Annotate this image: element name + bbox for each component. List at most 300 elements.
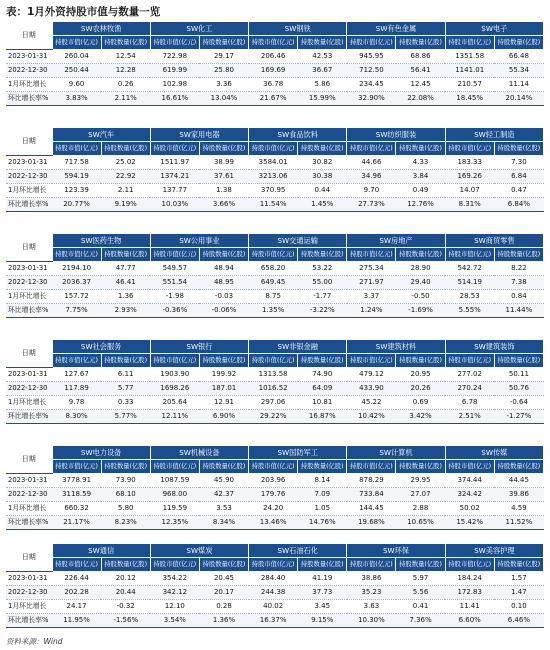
table-cell: 50.11 <box>494 368 543 382</box>
market-value-header: 持股市值(亿元) <box>347 248 396 262</box>
table-cell: 9.78 <box>52 396 101 410</box>
market-value-header: 持股市值(亿元) <box>150 248 199 262</box>
sector-header: SW银行 <box>150 340 248 354</box>
share-count-header: 持股数量(亿股) <box>298 558 347 572</box>
table-row <box>6 92 544 106</box>
table-cell: 11.14 <box>494 78 543 92</box>
market-value-header: 持股市值(亿元) <box>52 354 101 368</box>
table-cell: 0.33 <box>101 396 150 410</box>
table-cell: -1.56% <box>101 614 150 628</box>
table-cell: 6.78 <box>445 396 494 410</box>
market-value-header: 持股市值(亿元) <box>249 248 298 262</box>
table-cell: 68.86 <box>396 50 445 64</box>
sector-header: SW建筑材料 <box>347 340 445 354</box>
row-label: 1月环比增长 <box>6 396 52 410</box>
date-column-header: 日期 <box>6 446 52 474</box>
table-cell: 48.94 <box>199 262 248 276</box>
sector-table-block <box>6 233 544 318</box>
table-cell: 3584.01 <box>249 156 298 170</box>
table-cell: -0.36% <box>150 304 199 318</box>
table-cell: 0.47 <box>494 184 543 198</box>
table-cell: 137.77 <box>150 184 199 198</box>
table-cell: 9.15% <box>298 614 347 628</box>
table-cell: 226.44 <box>52 572 101 586</box>
table-cell: 187.01 <box>199 382 248 396</box>
table-row <box>6 516 544 530</box>
table-cell: 1313.58 <box>249 368 298 382</box>
table-row <box>6 410 544 424</box>
sector-header: SW食品饮料 <box>249 128 347 142</box>
table-cell: 3.36 <box>199 78 248 92</box>
table-cell: 41.19 <box>298 572 347 586</box>
row-label: 环比增长率% <box>6 410 52 424</box>
table-cell: 549.57 <box>150 262 199 276</box>
share-count-header: 持股数量(亿股) <box>298 460 347 474</box>
sector-header: SW传媒 <box>445 446 543 460</box>
table-cell: 22.08% <box>396 92 445 106</box>
table-cell: 5.97 <box>396 572 445 586</box>
share-count-header: 持股数量(亿股) <box>494 460 543 474</box>
table-cell: 172.83 <box>445 586 494 600</box>
table-cell: 20.26 <box>396 382 445 396</box>
table-cell: 8.34% <box>199 516 248 530</box>
table-cell: 206.46 <box>249 50 298 64</box>
table-cell: 1087.59 <box>150 474 199 488</box>
table-cell: -1.27% <box>494 410 543 424</box>
table-cell: 3118.59 <box>52 488 101 502</box>
sector-table-block <box>6 339 544 424</box>
table-cell: 968.00 <box>150 488 199 502</box>
table-cell: 45.90 <box>199 474 248 488</box>
market-value-header: 持股市值(亿元) <box>52 558 101 572</box>
table-cell: 20.14% <box>494 92 543 106</box>
row-label: 1月环比增长 <box>6 600 52 614</box>
table-row <box>6 600 544 614</box>
table-cell: 10.30% <box>347 614 396 628</box>
table-cell: 342.12 <box>150 586 199 600</box>
table-row <box>6 502 544 516</box>
table-cell: 275.34 <box>347 262 396 276</box>
table-row <box>6 614 544 628</box>
table-cell: 3.45 <box>298 600 347 614</box>
table-cell: 479.12 <box>347 368 396 382</box>
table-cell: 2.11% <box>101 92 150 106</box>
market-value-header: 持股市值(亿元) <box>249 142 298 156</box>
table-row <box>6 156 544 170</box>
table-cell: 74.90 <box>298 368 347 382</box>
table-cell: -1.77 <box>298 290 347 304</box>
sector-table-block <box>6 21 544 106</box>
market-value-header: 持股市值(亿元) <box>445 36 494 50</box>
table-cell: 0.44 <box>298 184 347 198</box>
sector-header: SW国防军工 <box>249 446 347 460</box>
table-cell: 34.96 <box>347 170 396 184</box>
table-cell: 433.90 <box>347 382 396 396</box>
sector-header: SW机械设备 <box>150 446 248 460</box>
sector-header: SW医药生物 <box>52 234 150 248</box>
table-cell: 0.49 <box>396 184 445 198</box>
table-cell: 260.04 <box>52 50 101 64</box>
table-cell: 28.53 <box>445 290 494 304</box>
table-cell: 354.22 <box>150 572 199 586</box>
table-cell: 202.28 <box>52 586 101 600</box>
sector-table <box>6 543 544 628</box>
table-row <box>6 170 544 184</box>
table-cell: 1698.26 <box>150 382 199 396</box>
sector-header: SW非银金融 <box>249 340 347 354</box>
table-cell: 37.73 <box>298 586 347 600</box>
table-row <box>6 586 544 600</box>
table-cell: 30.38 <box>298 170 347 184</box>
table-cell: 542.72 <box>445 262 494 276</box>
table-cell: 1.35% <box>249 304 298 318</box>
table-cell: 0.84 <box>494 290 543 304</box>
share-count-header: 持股数量(亿股) <box>101 558 150 572</box>
table-cell: 551.54 <box>150 276 199 290</box>
share-count-header: 持股数量(亿股) <box>494 558 543 572</box>
row-label: 2022-12-30 <box>6 382 52 396</box>
row-label: 2023-01-31 <box>6 156 52 170</box>
table-row <box>6 488 544 502</box>
table-row <box>6 290 544 304</box>
row-label: 2023-01-31 <box>6 368 52 382</box>
table-cell: 945.95 <box>347 50 396 64</box>
table-cell: 0.10 <box>494 600 543 614</box>
row-label: 2022-12-30 <box>6 586 52 600</box>
sector-header: SW石油石化 <box>249 544 347 558</box>
table-cell: 184.24 <box>445 572 494 586</box>
table-cell: 8.22 <box>494 262 543 276</box>
table-row <box>6 198 544 212</box>
date-column-header: 日期 <box>6 128 52 156</box>
table-cell: 2.93% <box>101 304 150 318</box>
table-cell: 12.28 <box>101 64 150 78</box>
table-cell: 46.41 <box>101 276 150 290</box>
table-cell: 10.81 <box>298 396 347 410</box>
table-cell: 5.77% <box>101 410 150 424</box>
table-cell: 64.09 <box>298 382 347 396</box>
table-cell: 68.10 <box>101 488 150 502</box>
table-cell: 594.19 <box>52 170 101 184</box>
market-value-header: 持股市值(亿元) <box>445 248 494 262</box>
share-count-header: 持股数量(亿股) <box>298 354 347 368</box>
sector-header: SW有色金属 <box>347 22 445 36</box>
share-count-header: 持股数量(亿股) <box>298 248 347 262</box>
table-cell: 50.02 <box>445 502 494 516</box>
market-value-header: 持股市值(亿元) <box>52 36 101 50</box>
table-cell: 324.42 <box>445 488 494 502</box>
sector-header: SW建筑装饰 <box>445 340 543 354</box>
table-cell: 3.84 <box>396 170 445 184</box>
table-cell: 2194.10 <box>52 262 101 276</box>
table-cell: 20.95 <box>396 368 445 382</box>
source-note: 资料来源：Wind <box>6 637 63 646</box>
table-cell: 35.23 <box>347 586 396 600</box>
table-cell: 1.57 <box>494 572 543 586</box>
table-cell: 1374.21 <box>150 170 199 184</box>
table-cell: 271.97 <box>347 276 396 290</box>
sector-header: SW环保 <box>347 544 445 558</box>
sector-header: SW农林牧渔 <box>52 22 150 36</box>
table-cell: -0.64 <box>494 396 543 410</box>
share-count-header: 持股数量(亿股) <box>396 36 445 50</box>
table-cell: 50.76 <box>494 382 543 396</box>
share-count-header: 持股数量(亿股) <box>199 248 248 262</box>
market-value-header: 持股市值(亿元) <box>52 142 101 156</box>
table-cell: 44.45 <box>494 474 543 488</box>
table-cell: 27.73% <box>347 198 396 212</box>
table-cell: 12.11% <box>150 410 199 424</box>
table-cell: -0.50 <box>396 290 445 304</box>
share-count-header: 持股数量(亿股) <box>101 36 150 50</box>
table-row <box>6 572 544 586</box>
market-value-header: 持股市值(亿元) <box>445 354 494 368</box>
share-count-header: 持股数量(亿股) <box>396 354 445 368</box>
market-value-header: 持股市值(亿元) <box>347 36 396 50</box>
table-cell: 1.36% <box>199 614 248 628</box>
table-cell: 6.90% <box>199 410 248 424</box>
table-cell: 28.90 <box>396 262 445 276</box>
table-cell: 1016.52 <box>249 382 298 396</box>
share-count-header: 持股数量(亿股) <box>494 248 543 262</box>
table-cell: 30.82 <box>298 156 347 170</box>
table-cell: 123.39 <box>52 184 101 198</box>
table-cell: 514.19 <box>445 276 494 290</box>
share-count-header: 持股数量(亿股) <box>494 354 543 368</box>
share-count-header: 持股数量(亿股) <box>101 354 150 368</box>
row-label: 2023-01-31 <box>6 572 52 586</box>
date-column-header: 日期 <box>6 234 52 262</box>
table-cell: 649.45 <box>249 276 298 290</box>
sector-header: SW房地产 <box>347 234 445 248</box>
table-cell: 5.56 <box>396 586 445 600</box>
table-cell: 40.02 <box>249 600 298 614</box>
table-cell: 1903.90 <box>150 368 199 382</box>
sector-header: SW社会服务 <box>52 340 150 354</box>
row-label: 环比增长率% <box>6 516 52 530</box>
table-cell: 10.65% <box>396 516 445 530</box>
table-cell: 3778.91 <box>52 474 101 488</box>
table-cell: 16.37% <box>249 614 298 628</box>
table-cell: 2.88 <box>396 502 445 516</box>
sector-table <box>6 445 544 530</box>
table-cell: 44.66 <box>347 156 396 170</box>
table-cell: 733.84 <box>347 488 396 502</box>
table-cell: 3.66% <box>199 198 248 212</box>
table-cell: 11.44% <box>494 304 543 318</box>
table-cell: 722.98 <box>150 50 199 64</box>
table-cell: 38.99 <box>199 156 248 170</box>
sector-header: SW家用电器 <box>150 128 248 142</box>
table-cell: 370.95 <box>249 184 298 198</box>
table-cell: 8.30% <box>52 410 101 424</box>
table-cell: 270.24 <box>445 382 494 396</box>
market-value-header: 持股市值(亿元) <box>52 460 101 474</box>
table-row <box>6 382 544 396</box>
sector-table <box>6 21 544 106</box>
table-cell: 42.37 <box>199 488 248 502</box>
table-cell: 374.44 <box>445 474 494 488</box>
sector-header: SW公用事业 <box>150 234 248 248</box>
table-cell: 210.57 <box>445 78 494 92</box>
market-value-header: 持股市值(亿元) <box>347 460 396 474</box>
sector-header: SW计算机 <box>347 446 445 460</box>
share-count-header: 持股数量(亿股) <box>396 558 445 572</box>
table-cell: 14.76% <box>298 516 347 530</box>
sector-header: SW交通运输 <box>249 234 347 248</box>
table-cell: 39.86 <box>494 488 543 502</box>
table-cell: 20.12 <box>101 572 150 586</box>
table-cell: 0.69 <box>396 396 445 410</box>
date-column-header: 日期 <box>6 340 52 368</box>
table-cell: 9.70 <box>347 184 396 198</box>
market-value-header: 持股市值(亿元) <box>150 460 199 474</box>
market-value-header: 持股市值(亿元) <box>150 36 199 50</box>
sector-header: SW美容护理 <box>445 544 543 558</box>
table-cell: 6.84 <box>494 170 543 184</box>
row-label: 环比增长率% <box>6 304 52 318</box>
table-cell: 7.30 <box>494 156 543 170</box>
table-cell: 8.31% <box>445 198 494 212</box>
table-cell: 117.89 <box>52 382 101 396</box>
table-cell: 3.63 <box>347 600 396 614</box>
table-cell: 22.92 <box>101 170 150 184</box>
table-cell: 5.55% <box>445 304 494 318</box>
table-cell: 6.84% <box>494 198 543 212</box>
table-cell: 18.45% <box>445 92 494 106</box>
table-cell: 24.20 <box>249 502 298 516</box>
table-cell: 169.26 <box>445 170 494 184</box>
table-cell: 11.41 <box>445 600 494 614</box>
table-cell: 3.42% <box>396 410 445 424</box>
table-cell: 199.92 <box>199 368 248 382</box>
table-cell: 2.51% <box>445 410 494 424</box>
table-cell: 13.04% <box>199 92 248 106</box>
sector-header: SW化工 <box>150 22 248 36</box>
table-cell: 36.67 <box>298 64 347 78</box>
table-cell: 20.77% <box>52 198 101 212</box>
table-cell: 102.98 <box>150 78 199 92</box>
table-cell: 25.02 <box>101 156 150 170</box>
sector-table <box>6 127 544 212</box>
share-count-header: 持股数量(亿股) <box>494 142 543 156</box>
table-cell: 3213.06 <box>249 170 298 184</box>
table-cell: 29.95 <box>396 474 445 488</box>
market-value-header: 持股市值(亿元) <box>445 142 494 156</box>
market-value-header: 持股市值(亿元) <box>347 558 396 572</box>
table-cell: 3.54% <box>150 614 199 628</box>
table-cell: 16.87% <box>298 410 347 424</box>
table-cell: 1.05 <box>298 502 347 516</box>
row-label: 2022-12-30 <box>6 64 52 78</box>
table-cell: 66.48 <box>494 50 543 64</box>
table-cell: 10.42% <box>347 410 396 424</box>
table-cell: 0.26 <box>101 78 150 92</box>
share-count-header: 持股数量(亿股) <box>396 142 445 156</box>
table-cell: 1.36 <box>101 290 150 304</box>
table-cell: 9.60 <box>52 78 101 92</box>
share-count-header: 持股数量(亿股) <box>298 36 347 50</box>
table-cell: 250.44 <box>52 64 101 78</box>
table-cell: 0.41 <box>396 600 445 614</box>
table-row <box>6 474 544 488</box>
row-label: 1月环比增长 <box>6 78 52 92</box>
table-cell: 179.76 <box>249 488 298 502</box>
table-cell: 5.86 <box>298 78 347 92</box>
table-cell: 2.11 <box>101 184 150 198</box>
market-value-header: 持股市值(亿元) <box>249 36 298 50</box>
table-cell: 7.75% <box>52 304 101 318</box>
table-cell: 169.69 <box>249 64 298 78</box>
table-cell: 619.99 <box>150 64 199 78</box>
table-cell: 11.54% <box>249 198 298 212</box>
row-label: 2023-01-31 <box>6 474 52 488</box>
market-value-header: 持股市值(亿元) <box>347 354 396 368</box>
table-cell: 7.38 <box>494 276 543 290</box>
table-cell: 203.96 <box>249 474 298 488</box>
share-count-header: 持股数量(亿股) <box>199 142 248 156</box>
table-cell: 5.80 <box>101 502 150 516</box>
sector-table-block <box>6 543 544 628</box>
market-value-header: 持股市值(亿元) <box>249 354 298 368</box>
table-cell: 1.45% <box>298 198 347 212</box>
table-cell: 55.00 <box>298 276 347 290</box>
share-count-header: 持股数量(亿股) <box>199 354 248 368</box>
share-count-header: 持股数量(亿股) <box>396 248 445 262</box>
table-cell: 717.58 <box>52 156 101 170</box>
table-cell: 157.72 <box>52 290 101 304</box>
row-label: 1月环比增长 <box>6 502 52 516</box>
table-row <box>6 78 544 92</box>
table-cell: 6.46% <box>494 614 543 628</box>
table-cell: 53.22 <box>298 262 347 276</box>
date-column-header: 日期 <box>6 22 52 50</box>
table-cell: 12.10 <box>150 600 199 614</box>
share-count-header: 持股数量(亿股) <box>298 142 347 156</box>
table-cell: 12.35% <box>150 516 199 530</box>
sector-table <box>6 339 544 424</box>
table-cell: 1141.01 <box>445 64 494 78</box>
row-label: 环比增长率% <box>6 92 52 106</box>
table-cell: 15.99% <box>298 92 347 106</box>
table-cell: 29.17 <box>199 50 248 64</box>
table-cell: 6.11 <box>101 368 150 382</box>
share-count-header: 持股数量(亿股) <box>101 248 150 262</box>
table-cell: 7.09 <box>298 488 347 502</box>
table-cell: 0.28 <box>199 600 248 614</box>
row-label: 2022-12-30 <box>6 170 52 184</box>
table-cell: 20.17 <box>199 586 248 600</box>
sector-table-block <box>6 127 544 212</box>
table-cell: 29.40 <box>396 276 445 290</box>
sector-header: SW煤炭 <box>150 544 248 558</box>
table-row <box>6 276 544 290</box>
table-cell: -3.22% <box>298 304 347 318</box>
table-cell: 21.17% <box>52 516 101 530</box>
table-cell: 73.90 <box>101 474 150 488</box>
table-cell: 234.45 <box>347 78 396 92</box>
row-label: 环比增长率% <box>6 614 52 628</box>
sector-table <box>6 233 544 318</box>
table-cell: 15.42% <box>445 516 494 530</box>
table-cell: 12.45 <box>396 78 445 92</box>
table-cell: 47.77 <box>101 262 150 276</box>
table-cell: 205.64 <box>150 396 199 410</box>
table-cell: 3.37 <box>347 290 396 304</box>
table-cell: 660.32 <box>52 502 101 516</box>
table-cell: 7.36% <box>396 614 445 628</box>
table-cell: -0.32 <box>101 600 150 614</box>
